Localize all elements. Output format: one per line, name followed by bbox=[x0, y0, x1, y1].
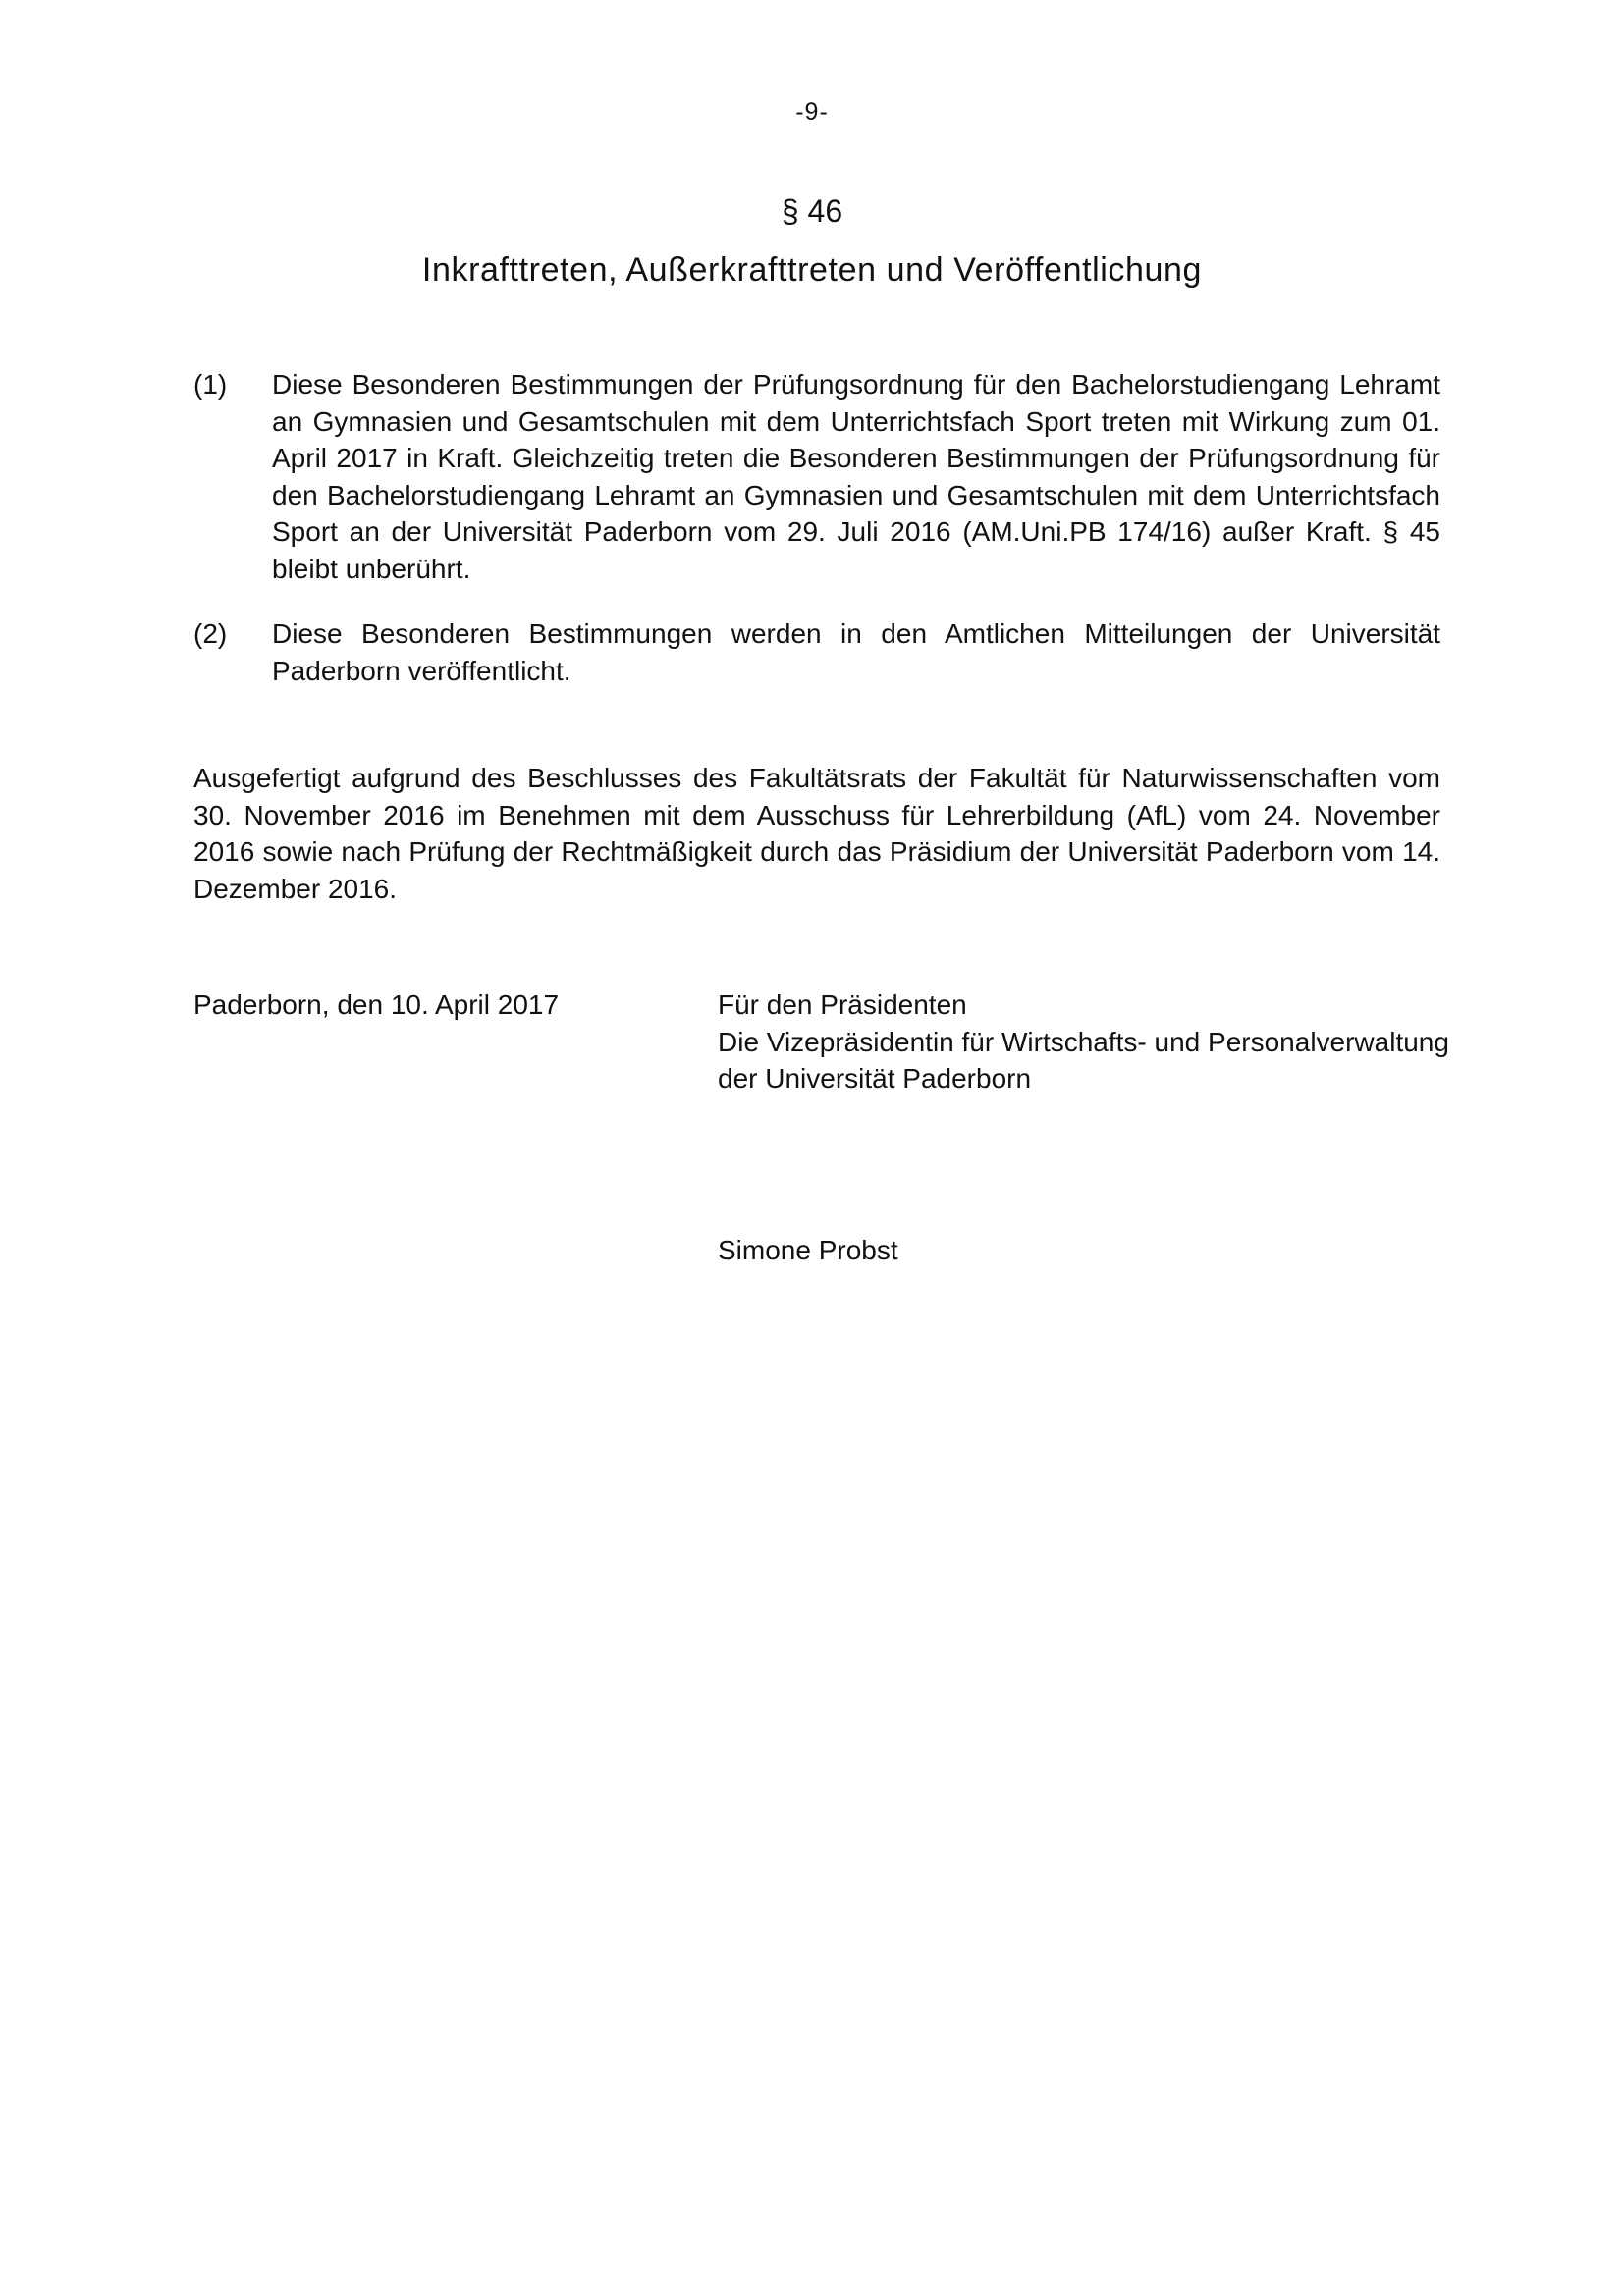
paragraph-2 bbox=[193, 615, 1440, 689]
signatory-block bbox=[718, 987, 1449, 1097]
signatory-institution: der Universität Paderborn bbox=[718, 1063, 1032, 1094]
signatory-for-line: Für den Präsidenten bbox=[718, 989, 967, 1020]
section-number: § 46 bbox=[781, 193, 843, 229]
paragraph-number: (1) bbox=[193, 369, 228, 400]
paragraph-text: Diese Besonderen Bestimmungen werden in den Amtlichen Mitteilungen der Universität Paderborn veröffentlicht. bbox=[272, 618, 1440, 686]
paragraph-1 bbox=[193, 366, 1440, 587]
section-title: Inkrafttreten, Außerkrafttreten und Veröffentlichung bbox=[421, 251, 1203, 289]
place-date: Paderborn, den 10. April 2017 bbox=[193, 989, 560, 1020]
paragraph-number: (2) bbox=[193, 618, 228, 649]
paragraph-text: Diese Besonderen Bestimmungen der Prüfungsordnung für den Bachelorstudiengang Lehramt an Gymnasien und Gesamtschulen mit dem Unterrichtsfach Sport treten mit Wirkung zum 01. April 2017 in Kraft. Gleichzeitig treten die Besonderen Bestimmungen der Prüfungsordnung für den Bachelorstudiengang Lehramt an Gymnasien und Gesamtschulen mit dem Unterrichtsfach Sport an der Universität Paderborn vom 29. Juli 2016 (AM.Uni.PB 174/16) außer Kraft. § 45 bleibt unberührt. bbox=[272, 369, 1440, 584]
signer-name: Simone Probst bbox=[718, 1235, 898, 1265]
page-number: -9- bbox=[795, 98, 829, 126]
execution-note: Ausgefertigt aufgrund des Beschlusses des Fakultätsrats der Fakultät für Naturwissenschaften vom 30. November 2016 im Benehmen mit dem Ausschuss für Lehrerbildung (AfL) vom 24. November 2016 sowie nach Prüfung der Rechtmäßigkeit durch das Präsidium der Universität Paderborn vom 14. Dezember 2016. bbox=[193, 763, 1440, 904]
signatory-role: Die Vizepräsidentin für Wirtschafts- und Personalverwaltung bbox=[718, 1026, 1449, 1057]
